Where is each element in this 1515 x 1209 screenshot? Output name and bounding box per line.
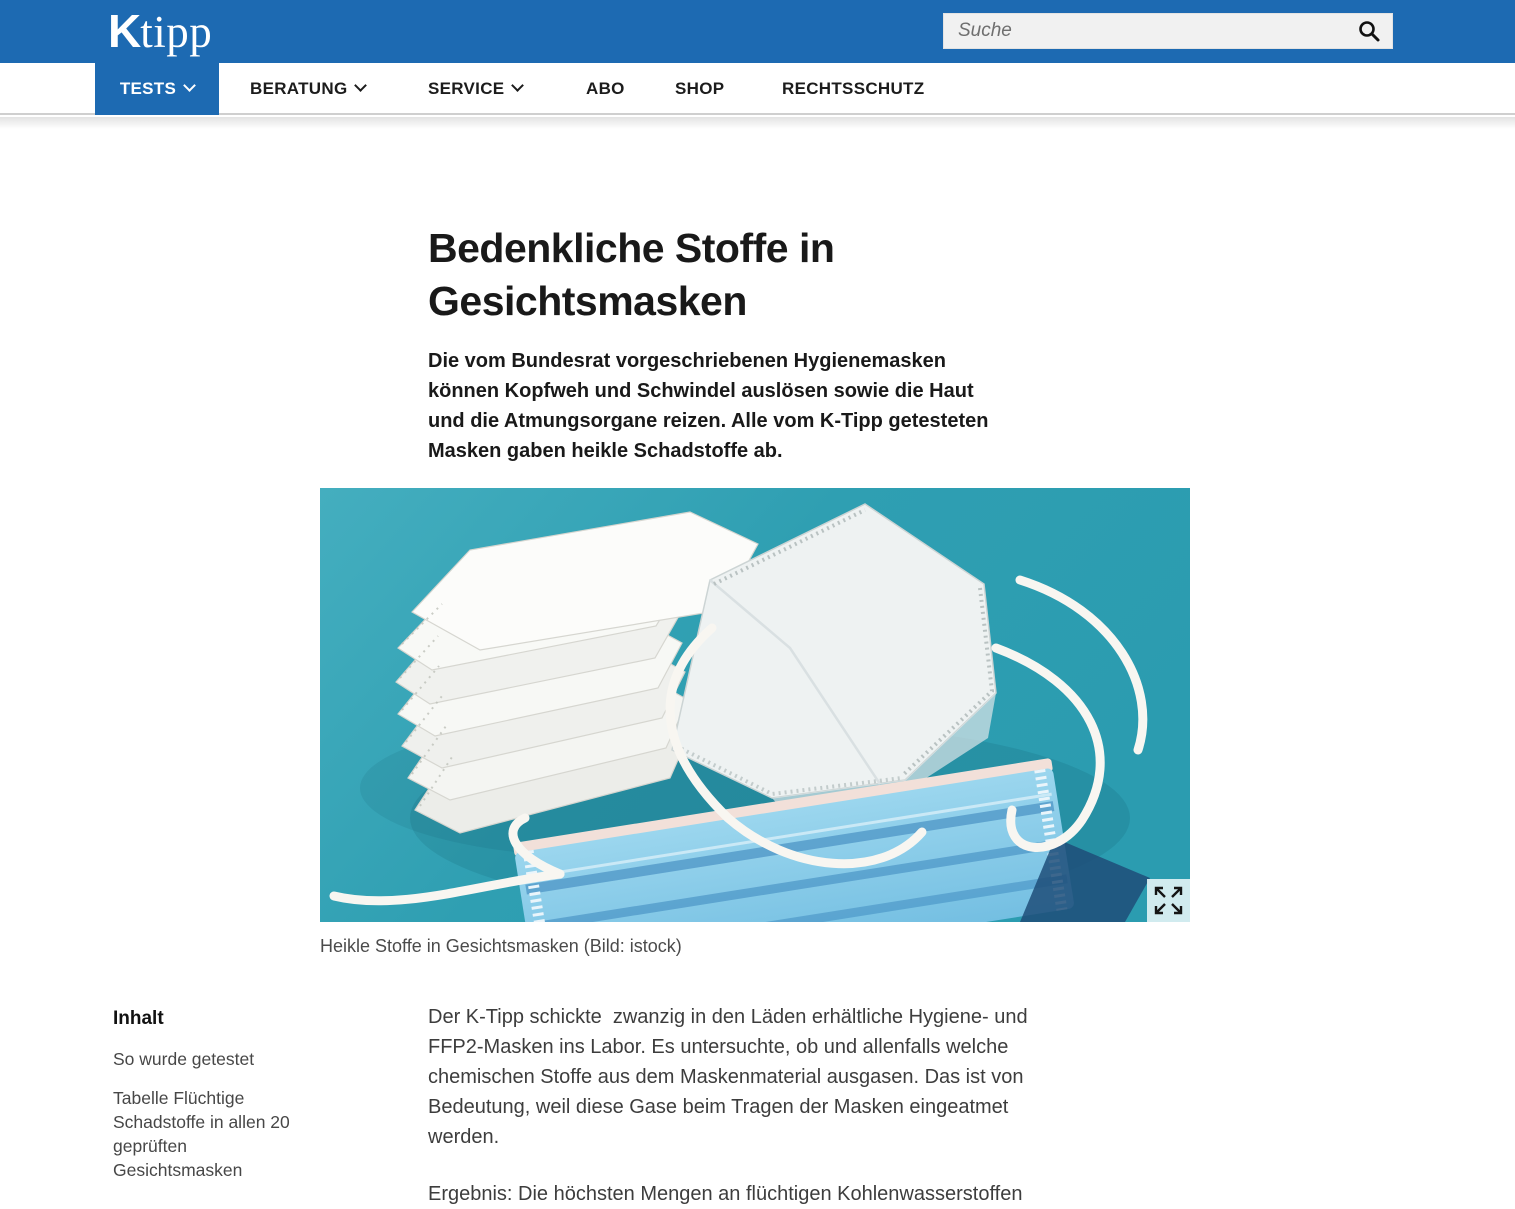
nav-tab-service[interactable] <box>428 63 522 115</box>
nav-shadow <box>0 117 1515 129</box>
article-title: Bedenkliche Stoffe in Gesichtsmasken <box>428 225 835 324</box>
article-lead: Die vom Bundesrat vorgeschriebenen Hygienemasken können Kopfweh und Schwindel auslösen sowie die Haut und die Atmungsorgane reizen. Alle vom K-Tipp getesteten Masken gaben heikle Schadstoffe ab. <box>428 350 989 462</box>
chevron-down-icon <box>183 79 196 92</box>
nav-tab-tests[interactable] <box>95 63 219 115</box>
chevron-down-icon <box>512 79 525 92</box>
toc-link-so-wurde-getestet[interactable]: So wurde getestet <box>113 1049 255 1069</box>
body-paragraph: Ergebnis: Die höchsten Mengen an flüchtigen Kohlenwasserstoffen <box>428 1183 1023 1205</box>
ktipp-logo[interactable] <box>108 4 212 58</box>
nav-label: BERATUNG <box>250 79 348 98</box>
toc-link-tabelle-schadstoffe[interactable]: Tabelle Flüchtige Schadstoffe in allen 20 geprüften Gesichtsmasken <box>113 1088 290 1180</box>
logo-tipp: tipp <box>140 7 213 57</box>
body-paragraph: Der K-Tipp schickte zwanzig in den Läden erhältliche Hygiene- und FFP2-Masken ins Labor. Es untersuchte, ob und allenfalls welche chemischen Stoffe aus dem Maskenmaterial ausgasen. Das ist von Bedeutung, weil diese Gase beim Tragen der Masken eingeatmet werden. <box>428 1006 1034 1148</box>
search-button[interactable] <box>1346 14 1392 48</box>
toc-heading: Inhalt <box>113 1008 164 1029</box>
nav-label: RECHTSSCHUTZ <box>782 79 925 98</box>
search-box <box>943 13 1393 49</box>
nav-tab-abo[interactable] <box>586 63 625 115</box>
search-icon <box>1357 19 1381 43</box>
image-caption: Heikle Stoffe in Gesichtsmasken (Bild: istock) <box>320 936 682 956</box>
nav-tab-shop[interactable] <box>675 63 724 115</box>
nav-label: SHOP <box>675 79 725 98</box>
nav-tab-rechtsschutz[interactable] <box>782 63 924 115</box>
article-image <box>320 488 1190 922</box>
article-body <box>428 1002 1050 1209</box>
header <box>0 0 1515 63</box>
nav-label: TESTS <box>119 79 177 98</box>
chevron-down-icon <box>355 79 368 92</box>
nav-tab-beratung[interactable] <box>250 63 365 115</box>
search-input[interactable] <box>944 14 1346 48</box>
nav-label: SERVICE <box>428 79 505 98</box>
nav-label: ABO <box>586 79 625 98</box>
toc-sidebar <box>113 1008 305 1197</box>
logo-k: K <box>108 5 141 57</box>
masks-photo <box>320 488 1190 922</box>
main-nav <box>0 63 1515 115</box>
